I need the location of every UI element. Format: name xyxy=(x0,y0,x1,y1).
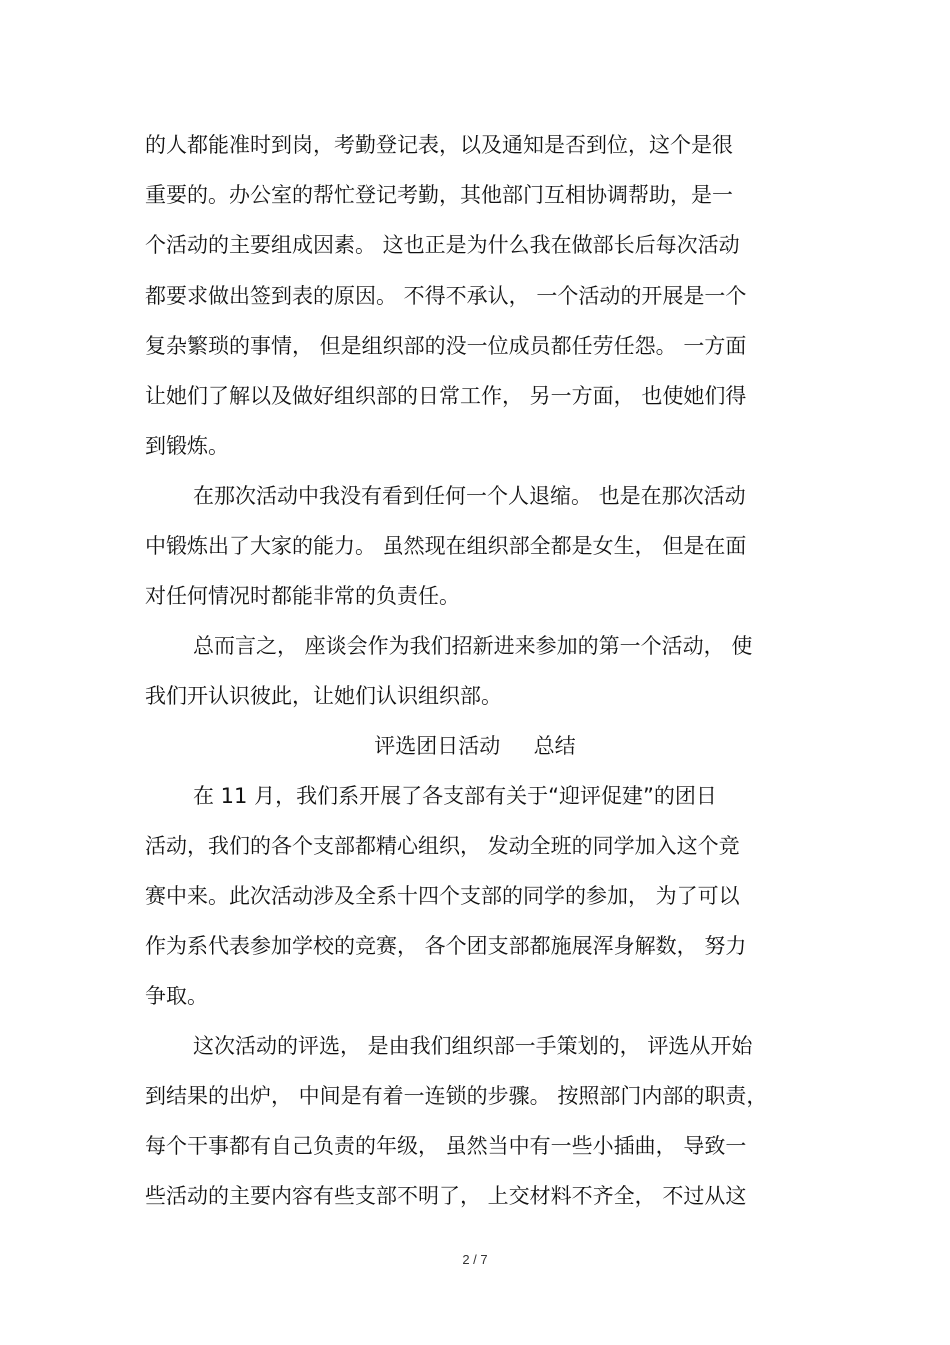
paragraph-line: 些活动的主要内容有些支部不明了， 上交材料不齐全， 不过从这 xyxy=(145,1184,747,1208)
paragraph-line: 中锻炼出了大家的能力。 虽然现在组织部全都是女生， 但是在面 xyxy=(145,534,747,558)
paragraph-line: 活动，我们的各个支部都精心组织， 发动全班的同学加入这个竞 xyxy=(145,834,740,858)
paragraph-line: 重要的。办公室的帮忙登记考勤，其他部门互相协调帮助，是一 xyxy=(145,183,733,207)
paragraph-line: 总而言之， 座谈会作为我们招新进来参加的第一个活动， 使 xyxy=(193,634,753,658)
paragraph-line: 争取。 xyxy=(145,984,208,1008)
page-number: 2 / 7 xyxy=(462,1252,488,1267)
section-heading: 评选团日活动 总结 xyxy=(374,734,576,758)
paragraph-line: 作为系代表参加学校的竞赛， 各个团支部都施展浑身解数， 努力 xyxy=(145,934,747,958)
paragraph-line: 每个干事都有自己负责的年级， 虽然当中有一些小插曲， 导致一 xyxy=(145,1134,747,1158)
paragraph-line: 这次活动的评选， 是由我们组织部一手策划的， 评选从开始 xyxy=(193,1034,753,1058)
paragraph-line: 到锻炼。 xyxy=(145,434,229,458)
paragraph-line: 的人都能准时到岗，考勤登记表，以及通知是否到位，这个是很 xyxy=(145,133,733,157)
paragraph-line: 我们开认识彼此，让她们认识组织部。 xyxy=(145,684,502,708)
paragraph-line: 让她们了解以及做好组织部的日常工作， 另一方面， 也使她们得 xyxy=(145,384,747,408)
paragraph-line: 在 11 月，我们系开展了各支部有关于“迎评促建”的团日 xyxy=(193,784,717,808)
paragraph-line: 个活动的主要组成因素。 这也正是为什么我在做部长后每次活动 xyxy=(145,233,740,257)
paragraph-line: 都要求做出签到表的原因。 不得不承认， 一个活动的开展是一个 xyxy=(145,284,747,308)
paragraph-line: 对任何情况时都能非常的负责任。 xyxy=(145,584,460,608)
paragraph-line: 在那次活动中我没有看到任何一个人退缩。 也是在那次活动 xyxy=(193,484,746,508)
paragraph-line: 赛中来。此次活动涉及全系十四个支部的同学的参加， 为了可以 xyxy=(145,884,740,908)
paragraph-line: 到结果的出炉， 中间是有着一连锁的步骤。 按照部门内部的职责， xyxy=(145,1084,768,1108)
paragraph-line: 复杂繁琐的事情， 但是组织部的没一位成员都任劳任怨。 一方面 xyxy=(145,334,747,358)
